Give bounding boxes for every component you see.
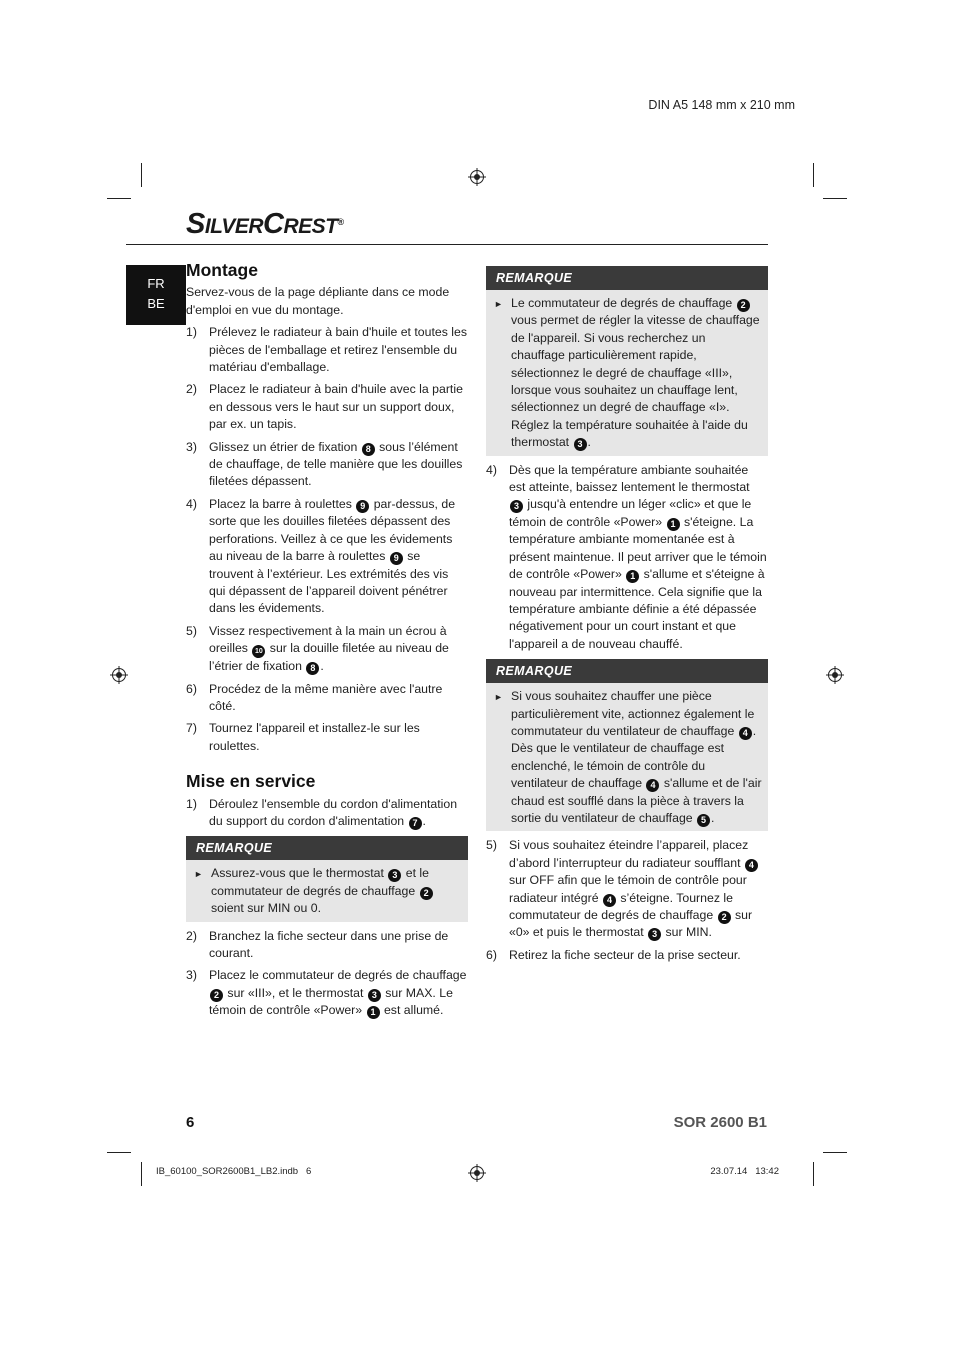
language-tab — [126, 265, 186, 325]
print-file-name: IB_60100_SOR2600B1_LB2.indb 6 — [156, 1166, 312, 1177]
part-number-badge: 1 — [667, 518, 680, 531]
crop-mark — [813, 163, 814, 187]
service-steps — [186, 928, 468, 1020]
part-number-badge: 2 — [210, 989, 223, 1002]
step-item: 3) Glissez un étrier de fixation 8 sous l’élément de chauffage, de telle manière que les douilles filetées dépassent. — [186, 439, 463, 489]
part-number-badge: 10 — [252, 645, 265, 658]
montage-intro: Servez-vous de la page dépliante dans ce mode d'emploi en vue du montage. — [186, 285, 450, 317]
mise-en-service-heading: Mise en service — [186, 771, 316, 792]
part-number-badge: 4 — [646, 779, 659, 792]
registration-mark-icon — [110, 666, 128, 684]
crop-mark — [107, 1152, 131, 1153]
part-number-badge: 4 — [739, 727, 752, 740]
usage-steps — [486, 462, 768, 653]
step-item: 4) Placez la barre à roulettes 9 par-dessus, de sorte que les douilles filetées dépassent des perforations. Veillez à ce que les évidements au niveau de la barre à roulettes 9 se trouvent à l’extérieur. Les extrémités des vis qui dépassent de l’appareil doivent pénétrer dans les évidements. — [186, 496, 456, 616]
part-number-badge: 1 — [626, 570, 639, 583]
part-number-badge: 3 — [574, 438, 587, 451]
header-rule — [126, 244, 768, 245]
remarque-box: REMARQUE ► Le commutateur de degrés de chauffage 2 vous permet de régler la vitesse de chauffage de l'appareil. Si vous recherchez un chauffage particulièrement rapide, sélectionnez le degré de chauffage «III», lorsque vous souhaitez un chauffage lent, sélectionnez un degré de chauffage «I». Réglez la température souhaitée à l'aide du thermostat 3 . — [486, 266, 768, 456]
left-column — [186, 262, 468, 1025]
part-number-badge: 1 — [367, 1006, 380, 1019]
part-number-badge: 3 — [368, 989, 381, 1002]
part-number-badge: 3 — [510, 500, 523, 513]
arrow-bullet-icon: ► — [194, 869, 203, 880]
crop-mark — [823, 198, 847, 199]
step-item: 2) Branchez la fiche secteur dans une prise de courant. — [186, 928, 449, 960]
model-number: SOR 2600 B1 — [673, 1114, 767, 1131]
part-number-badge: 7 — [409, 817, 422, 830]
step-item: 5) Vissez respectivement à la main un écrou à oreilles 10 sur la douille filetée au niveau de l’étrier de fixation 8 . — [186, 623, 449, 674]
usage-steps — [486, 837, 768, 964]
part-number-badge: 9 — [356, 500, 369, 513]
print-date: 23.07.14 13:42 — [710, 1166, 779, 1177]
part-number-badge: 2 — [420, 887, 433, 900]
crop-mark — [141, 1162, 142, 1186]
arrow-bullet-icon: ► — [494, 692, 503, 703]
step-item: 1) Prélevez le radiateur à bain d'huile et toutes les pièces de l'emballage et retirez l'ensemble du matériau d'emballage. — [186, 325, 468, 375]
step-item: 5) Si vous souhaitez éteindre l’appareil, placez d’abord l’interrupteur du radiateur soufflant 4 sur OFF afin que le témoin de contrôle pour radiateur intégré 4 s’éteigne. Tournez le commutateur de degrés de chauffage 2 sur «0» et puis le thermostat 3 sur MIN. — [486, 837, 768, 941]
remarque-heading: REMARQUE — [486, 266, 768, 290]
right-column — [486, 266, 768, 969]
language-be: BE — [147, 296, 165, 311]
remarque-heading: REMARQUE — [486, 659, 768, 683]
service-steps — [186, 796, 468, 831]
step-item: 6) Procédez de la même manière avec l'autre côté. — [186, 681, 443, 713]
part-number-badge: 5 — [697, 814, 710, 827]
crop-mark — [141, 163, 142, 187]
step-item: 6) Retirez la fiche secteur de la prise secteur. — [486, 947, 741, 962]
page-number: 6 — [186, 1114, 195, 1131]
registration-mark-icon — [826, 666, 844, 684]
registration-mark-icon — [468, 1164, 486, 1182]
step-item: 7) Tournez l'appareil et installez-le sur les roulettes. — [186, 721, 420, 753]
remarque-box: REMARQUE ► Assurez-vous que le thermostat 3 et le commutateur de degrés de chauffage 2 soient sur MIN ou 0. — [186, 836, 468, 921]
part-number-badge: 4 — [745, 859, 758, 872]
part-number-badge: 9 — [390, 552, 403, 565]
step-item: 4) Dès que la température ambiante souhaitée est atteinte, baissez lentement le thermostat 3 jusqu'à entendre un léger «clic» et que le témoin de contrôle «Power» 1 s'éteigne. La température ambiante momentanée est à présent maintenue. Il peut arriver que le témoin de contrôle «Power» 1 s'allume et s'éteigne à nouveau par intermittence. Cela signifie que la température ambiante définie a été dépassée négativement pour un court instant et que l'appareil a de nouveau chauffé. — [486, 462, 767, 651]
remarque-box: REMARQUE ► Si vous souhaitez chauffer une pièce particulièrement vite, actionnez également le commutateur du ventilateur de chauffage 4 . Dès que le ventilateur de chauffage est enclenché, le témoin de contrôle du ventilateur de chauffage 4 s'allume et de l'air chaud est soufflé dans la pièce à travers la sortie du ventilateur de chauffage 5 . — [486, 659, 768, 831]
registration-mark-icon — [468, 168, 486, 186]
part-number-badge: 8 — [306, 662, 319, 675]
step-item: 2) Placez le radiateur à bain d'huile avec la partie en dessous vers le haut sur un support doux, par ex. un tapis. — [186, 382, 463, 432]
part-number-badge: 2 — [737, 299, 750, 312]
step-item: 1) Déroulez l'ensemble du cordon d'alimentation du support du cordon d'alimentation 7 . — [186, 796, 458, 828]
crop-mark — [813, 1162, 814, 1186]
part-number-badge: 3 — [388, 869, 401, 882]
montage-steps — [186, 324, 468, 755]
part-number-badge: 3 — [648, 928, 661, 941]
silvercrest-logo: SILVERCREST® — [186, 208, 344, 240]
crop-mark — [823, 1152, 847, 1153]
arrow-bullet-icon: ► — [494, 299, 503, 309]
montage-heading: Montage — [186, 260, 258, 280]
paper-format-label: DIN A5 148 mm x 210 mm — [648, 98, 795, 112]
part-number-badge: 4 — [603, 894, 616, 907]
remarque-heading: REMARQUE — [186, 836, 468, 860]
part-number-badge: 2 — [718, 911, 731, 924]
step-item: 3) Placez le commutateur de degrés de chauffage 2 sur «III», et le thermostat 3 sur MAX. Le témoin de contrôle «Power» 1 est allumé. — [186, 968, 467, 1018]
language-fr: FR — [147, 276, 165, 291]
crop-mark — [107, 198, 131, 199]
part-number-badge: 8 — [362, 443, 375, 456]
